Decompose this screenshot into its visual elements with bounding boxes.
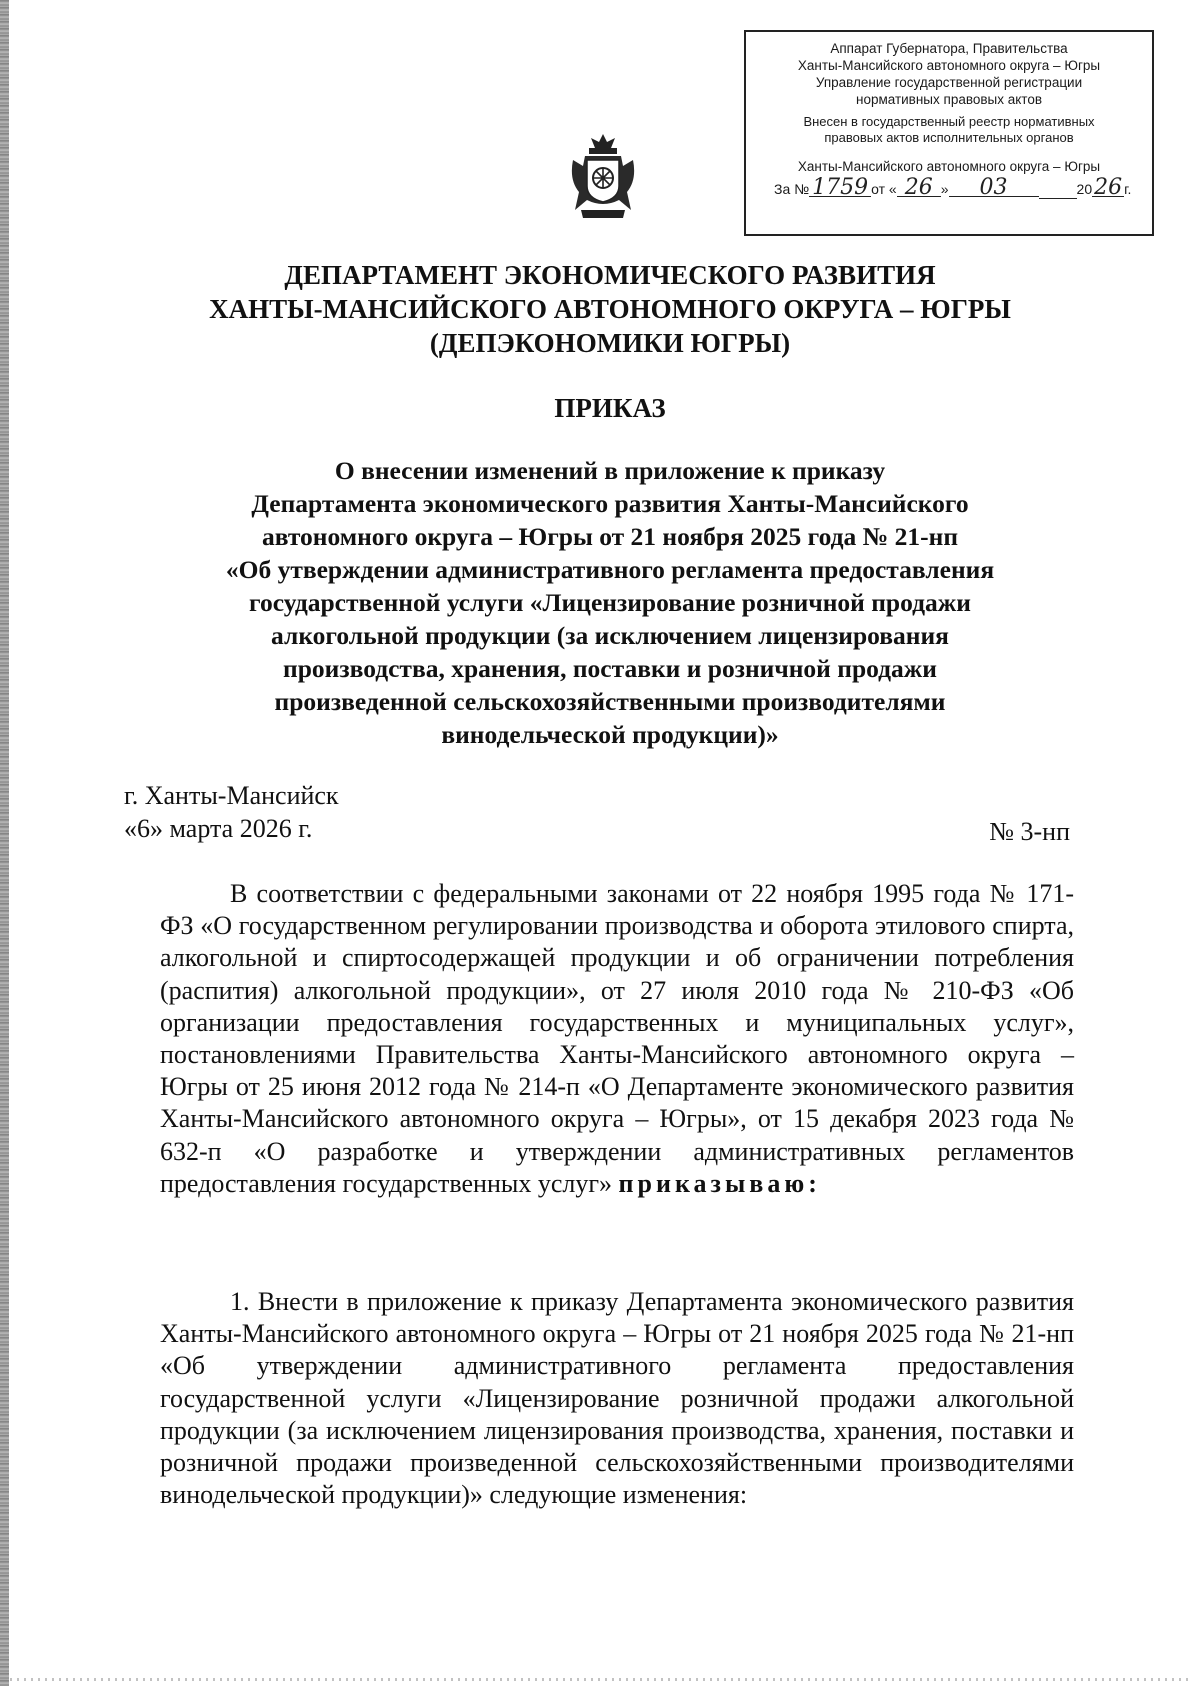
order-number: № 3-нп <box>989 817 1070 846</box>
stamp-reg-year: 26 <box>1094 175 1123 200</box>
order-title-line: произведенной сельскохозяйственными производителями <box>274 687 946 716</box>
stamp-line: Внесен в государственный реестр нормативных <box>803 114 1095 129</box>
order-title-line: государственной услуги «Лицензирование розничной продажи <box>249 588 971 617</box>
order-word: приказываю: <box>618 1168 821 1198</box>
scan-edge <box>0 0 9 1686</box>
scan-bottom-edge <box>10 1678 1190 1681</box>
preamble-paragraph <box>160 878 1074 1200</box>
stamp-line: нормативных правовых актов <box>855 92 1043 107</box>
stamp-reg-gap <box>1039 181 1077 199</box>
coat-of-arms-emblem <box>565 130 641 222</box>
preamble-text: В соответствии с федеральными законами от 22 ноября 1995 года № 171-ФЗ «О государственном регулировании производства и оборота этилового спирта, алкогольной и спиртосодержащей продукции и об ограничении потребления (распития) алкогольной продукции», от 27 июля 2010 года № 210-ФЗ «Об организации предоставления государственных и муниципальных услуг», постановлениями Правительства Ханты-Мансийского автономного округа – Югры от 25 июня 2012 года № 214-п «О Департаменте экономического развития Ханты-Мансийского автономного округа – Югры», от 15 декабря 2023 года № 632-п «О разработке и утверждении административных регламентов предоставления государственных услуг» <box>160 879 1074 1198</box>
order-title-line: производства, хранения, поставки и розничной продажи <box>283 654 937 683</box>
stamp-reg-day: 26 <box>897 179 941 197</box>
stamp-reg-number: 1759 <box>809 179 871 197</box>
order-title-line: Департамента экономического развития Ханты-Мансийского <box>251 489 969 518</box>
item-1-paragraph: 1. Внести в приложение к приказу Департамента экономического развития Ханты-Мансийского автономного округа – Югры от 21 ноября 2025 года № 21-нп «Об утверждении административного регламента предоставления государственной услуги «Лицензирование розничной продажи алкогольной продукции (за исключением лицензирования производства, хранения, поставки и розничной продажи произведенной сельскохозяйственными производителями винодельческой продукции)» следующие изменения: <box>160 1287 1074 1510</box>
order-title-line: автономного округа – Югры от 21 ноября 2025 года № 21-нп <box>261 522 959 551</box>
stamp-reg-year-prefix: 20 <box>1076 181 1093 197</box>
stamp-line: Ханты-Мансийского автономного округа – Югры <box>797 58 1101 73</box>
order-date: «6» марта 2026 г. <box>124 814 313 843</box>
stamp-reg-from: от « <box>871 181 897 197</box>
stamp-reg-quote: » <box>940 181 949 197</box>
stamp-registration-line <box>750 175 1148 205</box>
doc-type: ПРИКАЗ <box>554 393 666 423</box>
stamp-line: правовых актов исполнительных органов <box>824 130 1074 145</box>
stamp-issuer <box>750 40 1148 108</box>
department-name-line2: ХАНТЫ-МАНСИЙСКОГО АВТОНОМНОГО ОКРУГА – ЮГРЫ <box>209 294 1011 324</box>
stamp-reg-prefix: За № <box>774 181 810 197</box>
stamp-line: Управление государственной регистрации <box>815 75 1083 90</box>
registration-stamp <box>744 30 1154 236</box>
department-abbrev: (ДЕПЭКОНОМИКИ ЮГРЫ) <box>429 328 791 358</box>
stamp-line: Ханты-Мансийского автономного округа – Югры <box>797 159 1101 174</box>
stamp-line: Аппарат Губернатора, Правительства <box>830 41 1068 56</box>
stamp-reg-month: 03 <box>949 179 1039 197</box>
stamp-registry <box>750 114 1148 146</box>
order-title-line: «Об утверждении административного регламента предоставления <box>225 555 995 584</box>
place: г. Ханты-Мансийск <box>124 781 339 810</box>
department-name-line1: ДЕПАРТАМЕНТ ЭКОНОМИЧЕСКОГО РАЗВИТИЯ <box>284 260 936 290</box>
order-title-line: О внесении изменений в приложение к приказу <box>334 456 886 485</box>
order-title-line: алкогольной продукции (за исключением лицензирования <box>271 621 949 650</box>
order-title-line: винодельческой продукции)» <box>441 720 779 749</box>
stamp-reg-year-suffix: г. <box>1124 181 1132 197</box>
stamp-region <box>750 158 1148 175</box>
